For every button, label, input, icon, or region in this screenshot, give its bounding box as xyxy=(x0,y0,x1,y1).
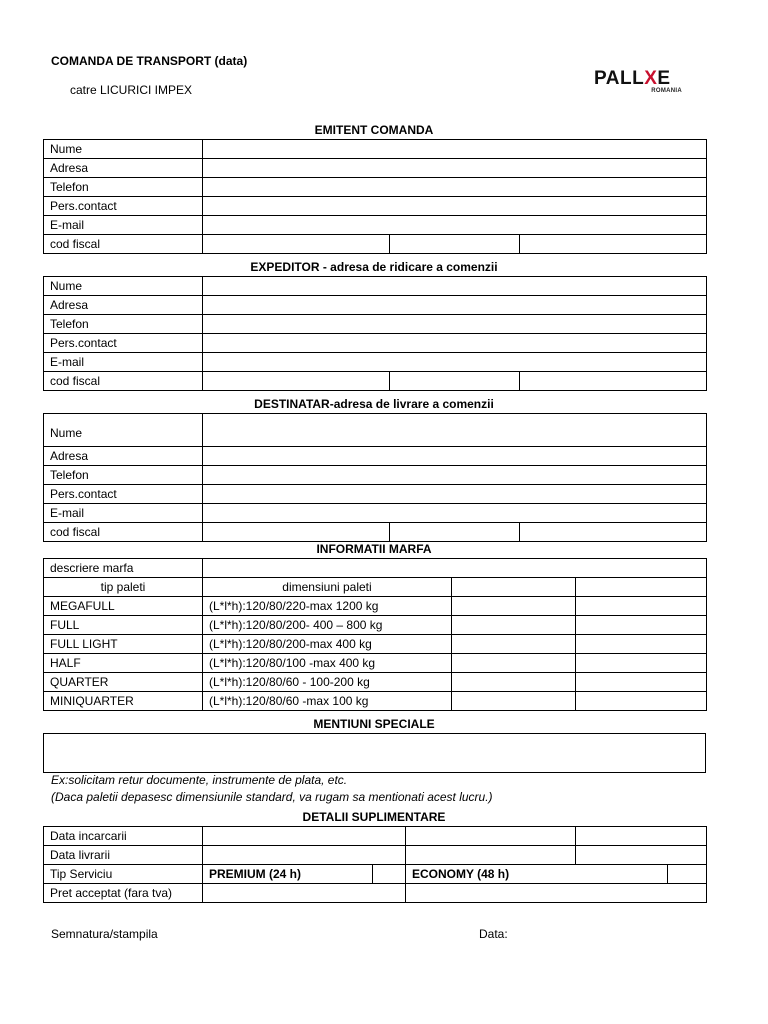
table-row xyxy=(44,654,707,673)
field-label: E-mail xyxy=(44,216,203,235)
adresa-field[interactable] xyxy=(203,447,707,466)
table-row xyxy=(44,827,707,846)
pers-contact-field[interactable] xyxy=(203,334,707,353)
field-label: Pers.contact xyxy=(44,485,203,504)
telefon-field[interactable] xyxy=(203,178,707,197)
mentiuni-speciale-textarea[interactable] xyxy=(43,733,706,773)
telefon-field[interactable] xyxy=(203,315,707,334)
nume-field[interactable] xyxy=(203,277,707,296)
pallet-dims: (L*l*h):120/80/60 - 100-200 kg xyxy=(203,673,452,692)
emitent-table xyxy=(43,139,707,254)
section-heading-detalii: DETALII SUPLIMENTARE xyxy=(302,810,446,824)
pallet-dims: (L*l*h):120/80/200-max 400 kg xyxy=(203,635,452,654)
table-row xyxy=(44,616,707,635)
field-label: Nume xyxy=(44,277,203,296)
pallet-extra-field[interactable] xyxy=(576,635,707,654)
pallet-type: HALF xyxy=(44,654,203,673)
field-label: Nume xyxy=(44,414,203,447)
table-row xyxy=(44,197,707,216)
field-label: Telefon xyxy=(44,178,203,197)
data-incarcarii-extra-1[interactable] xyxy=(406,827,576,846)
recipient-line: catre LICURICI IMPEX xyxy=(70,83,193,97)
table-row xyxy=(44,578,707,597)
cod-fiscal-field-2[interactable] xyxy=(390,235,520,254)
field-label: cod fiscal xyxy=(44,372,203,391)
table-row xyxy=(44,884,707,903)
pallet-qty-field[interactable] xyxy=(452,597,576,616)
email-field[interactable] xyxy=(203,216,707,235)
form-title: COMANDA DE TRANSPORT (data) xyxy=(51,54,248,68)
pallet-extra-field[interactable] xyxy=(576,578,707,597)
table-row xyxy=(44,466,707,485)
section-heading-emitent: EMITENT COMANDA xyxy=(314,123,434,137)
premium-checkbox[interactable] xyxy=(373,865,406,884)
pallet-type: QUARTER xyxy=(44,673,203,692)
field-label: cod fiscal xyxy=(44,523,203,542)
cod-fiscal-field-2[interactable] xyxy=(390,523,520,542)
table-row xyxy=(44,597,707,616)
field-label: E-mail xyxy=(44,504,203,523)
mentiuni-note-2: (Daca paletii depasesc dimensiunile standard, va rugam sa mentionati acest lucru.) xyxy=(51,790,493,804)
field-label: Adresa xyxy=(44,296,203,315)
pallet-dims: (L*l*h):120/80/200- 400 – 800 kg xyxy=(203,616,452,635)
cod-fiscal-field-3[interactable] xyxy=(520,372,707,391)
table-row xyxy=(44,353,707,372)
pallet-qty-field[interactable] xyxy=(452,635,576,654)
destinatar-table xyxy=(43,413,707,542)
field-label: Pers.contact xyxy=(44,197,203,216)
table-row xyxy=(44,235,707,254)
field-label: Data incarcarii xyxy=(44,827,203,846)
data-incarcarii-field[interactable] xyxy=(203,827,406,846)
mentiuni-note-1: Ex:solicitam retur documente, instrumente de plata, etc. xyxy=(51,773,348,787)
field-label: Telefon xyxy=(44,466,203,485)
pret-field[interactable] xyxy=(203,884,406,903)
cod-fiscal-field-3[interactable] xyxy=(520,523,707,542)
cod-fiscal-field-1[interactable] xyxy=(203,523,390,542)
pallet-type: FULL xyxy=(44,616,203,635)
section-heading-marfa: INFORMATII MARFA xyxy=(316,542,432,556)
cod-fiscal-field-2[interactable] xyxy=(390,372,520,391)
table-row xyxy=(44,846,707,865)
pers-contact-field[interactable] xyxy=(203,485,707,504)
field-label: Data livrarii xyxy=(44,846,203,865)
field-label: Tip Serviciu xyxy=(44,865,203,884)
table-row xyxy=(44,635,707,654)
column-header-tip-paleti: tip paleti xyxy=(44,578,203,597)
economy-option-label: ECONOMY (48 h) xyxy=(406,865,668,884)
pers-contact-field[interactable] xyxy=(203,197,707,216)
table-row xyxy=(44,692,707,711)
date-label: Data: xyxy=(479,927,508,941)
table-row xyxy=(44,559,707,578)
data-livrarii-field[interactable] xyxy=(203,846,406,865)
signature-label: Semnatura/stampila xyxy=(51,927,158,941)
field-label: Pers.contact xyxy=(44,334,203,353)
pallet-qty-field[interactable] xyxy=(452,654,576,673)
field-label: descriere marfa xyxy=(44,559,203,578)
pallet-extra-field[interactable] xyxy=(576,673,707,692)
pallex-logo: PALLXE ROMANIA xyxy=(594,68,682,94)
premium-option-label: PREMIUM (24 h) xyxy=(203,865,373,884)
pallet-qty-field[interactable] xyxy=(452,616,576,635)
detalii-table xyxy=(43,826,707,903)
email-field[interactable] xyxy=(203,353,707,372)
pallet-type: MINIQUARTER xyxy=(44,692,203,711)
table-row xyxy=(44,315,707,334)
column-header-dimensiuni: dimensiuni paleti xyxy=(203,578,452,597)
table-row xyxy=(44,414,707,447)
data-livrarii-extra-2[interactable] xyxy=(576,846,707,865)
nume-field[interactable] xyxy=(203,414,707,447)
table-row xyxy=(44,485,707,504)
table-row xyxy=(44,447,707,466)
descriere-marfa-field[interactable] xyxy=(203,559,707,578)
pallet-type: FULL LIGHT xyxy=(44,635,203,654)
field-label: Telefon xyxy=(44,315,203,334)
expeditor-table xyxy=(43,276,707,391)
field-label: Adresa xyxy=(44,447,203,466)
section-heading-destinatar: DESTINATAR-adresa de livrare a comenzii xyxy=(254,397,494,411)
field-label: cod fiscal xyxy=(44,235,203,254)
pallet-dims: (L*l*h):120/80/100 -max 400 kg xyxy=(203,654,452,673)
table-row xyxy=(44,673,707,692)
email-field[interactable] xyxy=(203,504,707,523)
pallet-dims: (L*l*h):120/80/220-max 1200 kg xyxy=(203,597,452,616)
adresa-field[interactable] xyxy=(203,159,707,178)
pallet-type: MEGAFULL xyxy=(44,597,203,616)
cod-fiscal-field-1[interactable] xyxy=(203,235,390,254)
pret-extra-field[interactable] xyxy=(406,884,707,903)
pallet-qty-field[interactable] xyxy=(452,692,576,711)
pallet-extra-field[interactable] xyxy=(576,692,707,711)
cod-fiscal-field-1[interactable] xyxy=(203,372,390,391)
data-livrarii-extra-1[interactable] xyxy=(406,846,576,865)
table-row xyxy=(44,865,707,884)
section-heading-expeditor: EXPEDITOR - adresa de ridicare a comenzii xyxy=(250,260,498,274)
economy-checkbox[interactable] xyxy=(668,865,707,884)
adresa-field[interactable] xyxy=(203,296,707,315)
pallet-extra-field[interactable] xyxy=(576,597,707,616)
marfa-table xyxy=(43,558,707,711)
table-row xyxy=(44,504,707,523)
table-row xyxy=(44,178,707,197)
field-label: Nume xyxy=(44,140,203,159)
table-row xyxy=(44,372,707,391)
pallet-dims: (L*l*h):120/80/60 -max 100 kg xyxy=(203,692,452,711)
nume-field[interactable] xyxy=(203,140,707,159)
table-row xyxy=(44,159,707,178)
telefon-field[interactable] xyxy=(203,466,707,485)
pallet-qty-field[interactable] xyxy=(452,673,576,692)
pallet-extra-field[interactable] xyxy=(576,616,707,635)
field-label: Adresa xyxy=(44,159,203,178)
table-row xyxy=(44,334,707,353)
table-row xyxy=(44,216,707,235)
pallet-extra-field[interactable] xyxy=(576,654,707,673)
cod-fiscal-field-3[interactable] xyxy=(520,235,707,254)
field-label: E-mail xyxy=(44,353,203,372)
data-incarcarii-extra-2[interactable] xyxy=(576,827,707,846)
table-row xyxy=(44,523,707,542)
pallet-qty-field[interactable] xyxy=(452,578,576,597)
table-row xyxy=(44,140,707,159)
section-heading-mentiuni: MENTIUNI SPECIALE xyxy=(313,717,435,731)
field-label: Pret acceptat (fara tva) xyxy=(44,884,203,903)
table-row xyxy=(44,296,707,315)
table-row xyxy=(44,277,707,296)
